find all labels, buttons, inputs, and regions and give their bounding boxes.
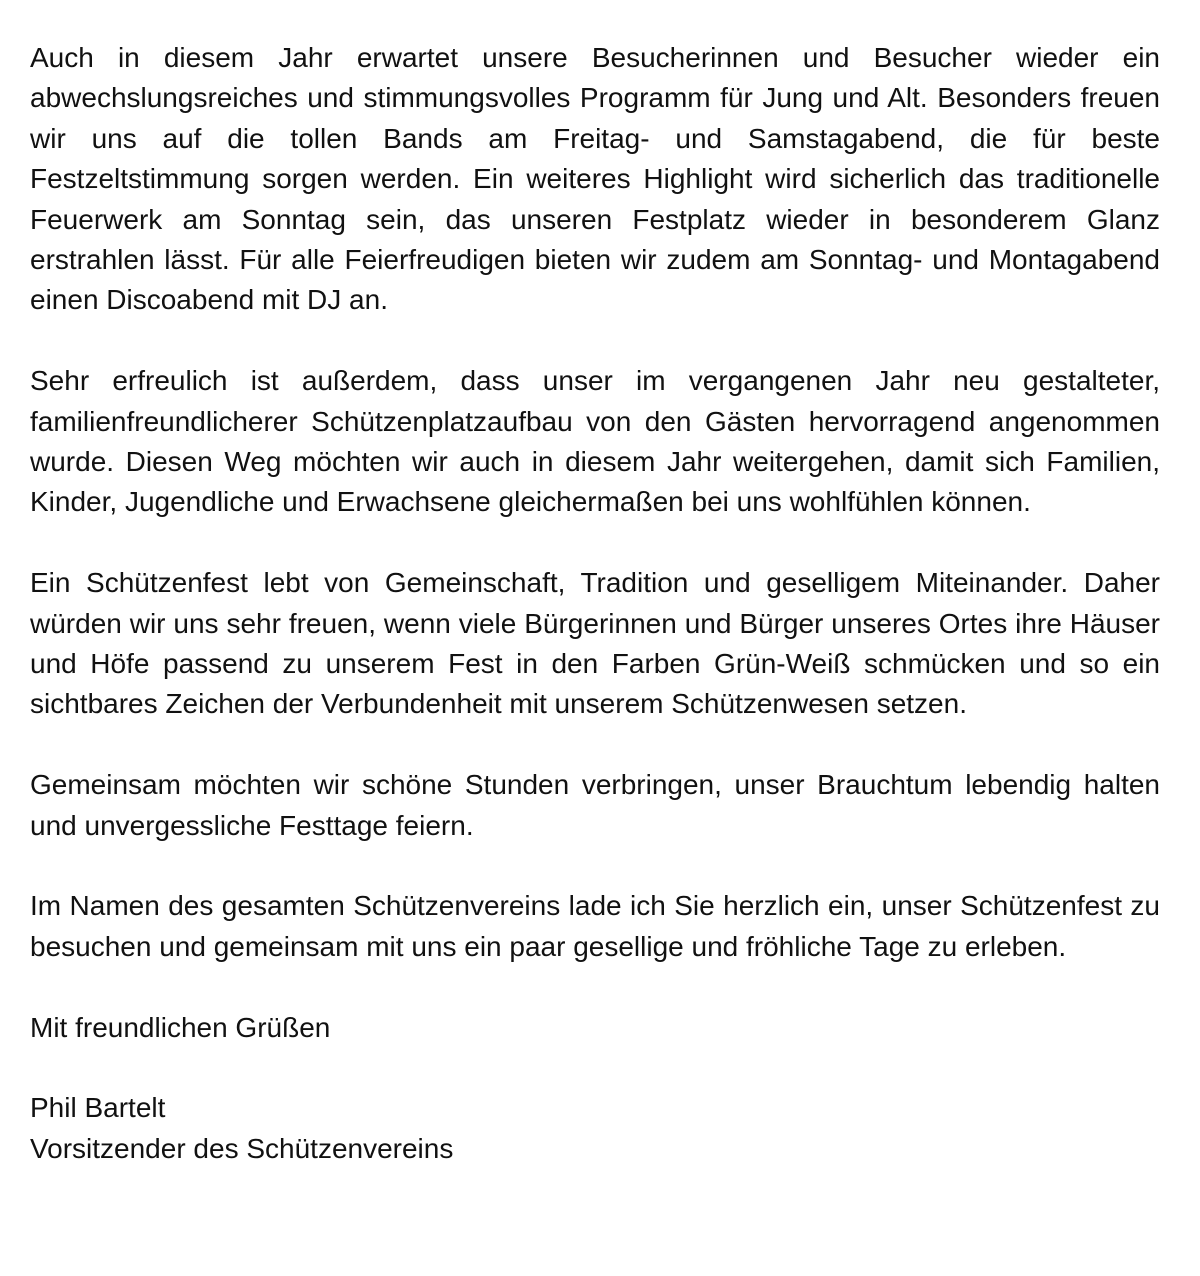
- signature-name: Phil Bartelt: [30, 1092, 166, 1124]
- paragraph-together: Gemeinsam möchten wir schöne Stunden verbringen, unser Brauchtum lebendig halten und unvergessliche Festtage feiern.: [30, 769, 1160, 841]
- paragraph-program: Auch in diesem Jahr erwartet unsere Besucherinnen und Besucher wieder ein abwechslungsreiches und stimmungsvolles Programm für Jung und Alt. Besonders freuen wir uns auf die tollen Bands am Freitag- und Samstagabend, die für beste Festzeltstimmung sorgen werden. Ein weiteres Highlight wird sicherlich das traditionelle Feuerwerk am Sonntag sein, das unseren Festplatz wieder in besonderem Glanz erstrahlen lässt. Für alle Feierfreudigen bieten wir zudem am Sonntag- und Montagabend einen Discoabend mit DJ an.: [30, 42, 1160, 316]
- paragraph-invitation: Im Namen des gesamten Schützenvereins lade ich Sie herzlich ein, unser Schützenfest zu besuchen und gemeinsam mit uns ein paar gesellige und fröhliche Tage zu erleben.: [30, 890, 1160, 962]
- closing-greeting: Mit freundlichen Grüßen: [30, 1011, 331, 1043]
- paragraph-festplatz: Sehr erfreulich ist außerdem, dass unser im vergangenen Jahr neu gestalteter, familienfreundlicherer Schützenplatzaufbau von den Gästen hervorragend angenommen wurde. Diesen Weg möchten wir auch in diesem Jahr weitergehen, damit sich Familien, Kinder, Jugendliche und Erwachsene gleichermaßen bei uns wohlfühlen können.: [30, 365, 1160, 518]
- letter-body: [30, 38, 1160, 1169]
- paragraph-decoration: Ein Schützenfest lebt von Gemeinschaft, Tradition und geselligem Miteinander. Daher würden wir uns sehr freuen, wenn viele Bürgerinnen und Bürger unseres Ortes ihre Häuser und Höfe passend zu unserem Fest in den Farben Grün-Weiß schmücken und so ein sichtbares Zeichen der Verbundenheit mit unserem Schützenwesen setzen.: [30, 567, 1160, 720]
- signature-title: Vorsitzender des Schützenvereins: [30, 1132, 454, 1164]
- signature-block: [30, 1088, 1160, 1169]
